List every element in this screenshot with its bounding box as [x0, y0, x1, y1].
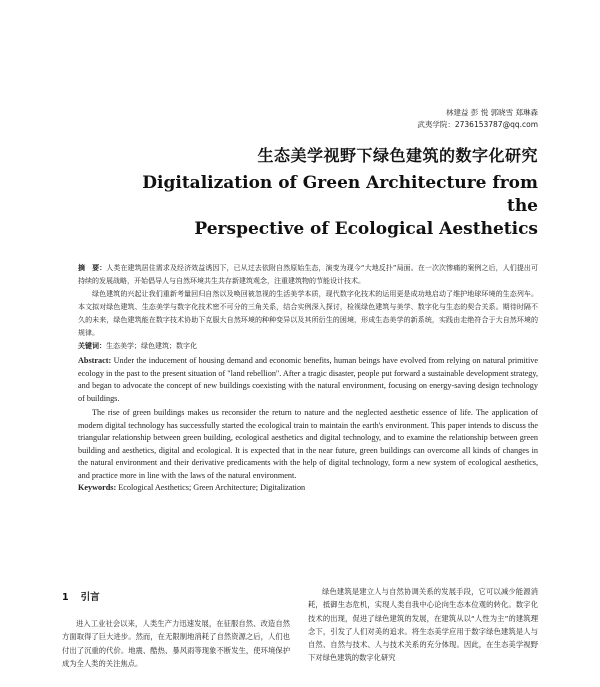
abstract-en-text-1: Under the inducement of housing demand and economic benefits, human beings have evolved from relying on natural primitive ecology in the past to the present situation of "land rebellion". After a tragic disaster, people put forward a sustainable development strategy, and began to advocate the concept of new buildings coexisting with the natural environment, focusing on energy-saving design technology of buildings.	[78, 356, 539, 403]
author-affiliation: 武夷学院：2736153787@qq.com	[417, 120, 538, 129]
title-english-line-2: Perspective of Ecological Aesthetics	[194, 219, 538, 239]
abstract-block	[78, 262, 538, 495]
title-english	[120, 172, 538, 241]
keywords-zh	[78, 340, 538, 353]
author-names: 林建益 彭 悦 郭晓雪 郑琳森	[445, 108, 538, 117]
abstract-en-p2: The rise of green buildings makes us reconsider the return to nature and the neglected aesthetic essence of life. The application of modern digital technology has successfully started the ecological train to maintain the earth's environment. This paper intends to discuss the triangular relationship between green building, ecological aesthetics and digital technology, and to examine the relationship between green building and aesthetics, digital and ecological. It is expected that in the near future, green buildings can overcome all kinds of changes in the natural environment and their derivative predicaments with the help of digital technology, form a new system of ecological aesthetics, and practice more in line with the laws of the natural environment.	[78, 408, 538, 480]
body-right-column	[308, 585, 538, 665]
abstract-en-p1	[78, 355, 538, 405]
abstract-en-label: Abstract:	[78, 356, 112, 365]
right-column-paragraph: 绿色建筑是建立人与自然协调关系的发展手段，它可以减少能源消耗，抵御生态危机，实现人类自我中心论向生态本位观的转化。数字化技术的出现，促进了绿色建筑的发展，在建筑从以“人性为主”的建筑理念下，引发了人们对美的追求。将生态美学应用于数字绿色建筑是人与自然、自然与技术、人与技术关系的充分体现。因此，在生态美学视野下对绿色建筑的数字化研究	[308, 587, 538, 663]
keywords-en	[78, 482, 538, 495]
author-block	[417, 107, 538, 131]
section-1-heading	[62, 589, 290, 603]
abstract-zh-p1	[78, 262, 538, 288]
title-english-line-1: Digitalization of Green Architecture from the	[142, 173, 538, 216]
section-1-paragraph: 进入工业社会以来，人类生产力迅速发展，在征服自然、改造自然方面取得了巨大进步。然而，在无限制地消耗了自然资源之后，人们也付出了沉重的代价。地震、酷热、暴风雨等现象不断发生，使环境保护成为全人类的关注焦点。	[62, 619, 290, 668]
body-left-column	[62, 585, 290, 670]
keywords-zh-text: 生态美学；绿色建筑；数字化	[106, 342, 197, 350]
abstract-zh-text-1: 人类在建筑居住需求及经济效益诱因下，已从过去依附自然原始生态，演变为现今“大地反扑”局面。在一次次惨痛的案例之后，人们提出可持续的发展战略，开始倡导人与自然环境共生共存新建筑观念，注重建筑物的节能设计技术。	[78, 264, 538, 285]
abstract-zh-p2: 绿色建筑的兴起让我们重新考量回归自然以及唤回被忽视的生活美学本质，现代数字化技术的运用更是成功地启动了维护地球环境的生态列车。本文拟对绿色建筑、生态美学与数字化技术密不可分的三角关系，结合实例深入探讨，检视绿色建筑与美学、数字化与生态的契合关系。期待时隔不久的未来，绿色建筑能在数字技术协助下克服大自然环境的种种变异以及其所衍生的困境，形成生态美学的新系统，实践由走绝符合于大自然环境的规律。	[78, 290, 538, 337]
title-chinese: 生态美学视野下绿色建筑的数字化研究	[257, 146, 538, 165]
keywords-en-text: Ecological Aesthetics; Green Architecture; Digitalization	[118, 483, 306, 492]
keywords-en-label: Keywords:	[78, 483, 117, 492]
abstract-zh-label: 摘 要：	[78, 264, 107, 272]
section-1-number: 1	[62, 592, 69, 603]
keywords-zh-label: 关键词：	[78, 342, 106, 350]
section-1-title: 引言	[80, 592, 100, 603]
